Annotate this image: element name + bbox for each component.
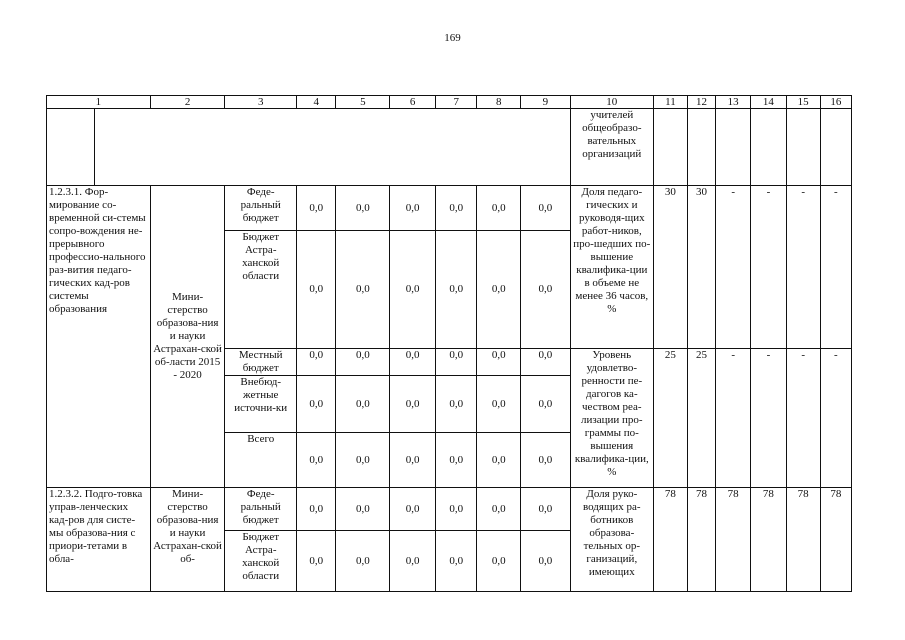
value-cell: 0,0 [336,231,390,349]
target-cell: - [716,349,751,488]
value-cell: 0,0 [336,349,390,376]
page-number: 169 [444,32,461,44]
target-cell: - [820,349,851,488]
empty-cell [820,109,851,186]
value-cell: 0,0 [477,531,521,592]
value-cell: 0,0 [297,433,336,488]
col-header-10: 10 [570,96,653,109]
value-cell: 0,0 [390,433,436,488]
target-cell: 30 [653,186,687,349]
value-cell: 0,0 [297,531,336,592]
source-label: Феде-ральный бюджет [225,186,297,231]
empty-cell [47,109,95,186]
col-header-1: 1 [47,96,151,109]
source-label: Бюджет Астра-ханской области [225,531,297,592]
value-cell: 0,0 [477,349,521,376]
value-cell: 0,0 [336,488,390,531]
col-header-2: 2 [150,96,225,109]
value-cell: 0,0 [477,231,521,349]
target-cell: - [820,186,851,349]
value-cell: 0,0 [477,433,521,488]
source-label: Местный бюджет [225,349,297,376]
value-cell: 0,0 [477,488,521,531]
value-cell: 0,0 [390,376,436,433]
value-cell: 0,0 [297,349,336,376]
indicator-cell: Доля педаго-гических и руководя-щих работ-ников, про-шедших по-вышение квалифика-ции в объеме не менее 36 часов, % [570,186,653,349]
value-cell: 0,0 [336,531,390,592]
target-cell: 30 [688,186,716,349]
value-cell: 0,0 [390,488,436,531]
empty-cell [716,109,751,186]
col-header-4: 4 [297,96,336,109]
value-cell: 0,0 [435,376,476,433]
target-cell: 78 [716,488,751,592]
source-label: Феде-ральный бюджет [225,488,297,531]
value-cell: 0,0 [297,231,336,349]
value-cell: 0,0 [336,186,390,231]
table-row [47,488,852,531]
value-cell: 0,0 [521,376,571,433]
value-cell: 0,0 [477,186,521,231]
target-cell: 25 [653,349,687,488]
indicator-cell: Уровень удовлетво-ренности пе-дагогов ка-чеством реа-лизации про-граммы по-вышения квалифика-ции, % [570,349,653,488]
value-cell: 0,0 [336,376,390,433]
target-cell: 25 [688,349,716,488]
target-cell: 78 [751,488,786,592]
value-cell: 0,0 [297,186,336,231]
header-row [47,96,852,109]
value-cell: 0,0 [521,231,571,349]
empty-cell [94,109,570,186]
value-cell: 0,0 [477,376,521,433]
target-cell: - [786,349,820,488]
value-cell: 0,0 [390,186,436,231]
empty-cell [653,109,687,186]
col-header-11: 11 [653,96,687,109]
executor-cell: Мини-стерство образова-ния и науки Астрахан-ской об-ласти 2015 - 2020 [150,186,225,488]
col-header-14: 14 [751,96,786,109]
target-cell: - [786,186,820,349]
target-cell: - [751,186,786,349]
empty-cell [688,109,716,186]
value-cell: 0,0 [390,231,436,349]
value-cell: 0,0 [521,488,571,531]
col-header-9: 9 [521,96,571,109]
indicator-cell: учителей общеобразо-вательных организаций [570,109,653,186]
value-cell: 0,0 [336,433,390,488]
empty-cell [751,109,786,186]
value-cell: 0,0 [390,531,436,592]
col-header-8: 8 [477,96,521,109]
target-cell: 78 [653,488,687,592]
value-cell: 0,0 [435,433,476,488]
table-row [47,186,852,231]
indicator-cell: Доля руко-водящих ра-ботников образова-тельных ор-ганизаций, имеющих [570,488,653,592]
col-header-15: 15 [786,96,820,109]
value-cell: 0,0 [390,349,436,376]
value-cell: 0,0 [521,433,571,488]
col-header-12: 12 [688,96,716,109]
col-header-5: 5 [336,96,390,109]
executor-cell: Мини-стерство образова-ния и науки Астрахан-ской об- [150,488,225,592]
empty-cell [786,109,820,186]
col-header-7: 7 [435,96,476,109]
value-cell: 0,0 [435,231,476,349]
source-label: Внебюд-жетные источни-ки [225,376,297,433]
target-cell: 78 [786,488,820,592]
measure-cell: 1.2.3.1. Фор-мирование со-временной си-стемы сопро-вождения не-прерывного профессио-нального раз-вития педаго-гических кад-ров системы образования [47,186,151,488]
value-cell: 0,0 [297,488,336,531]
value-cell: 0,0 [435,488,476,531]
value-cell: 0,0 [521,186,571,231]
target-cell: - [751,349,786,488]
continuation-row [47,109,852,186]
value-cell: 0,0 [435,186,476,231]
target-cell: 78 [688,488,716,592]
value-cell: 0,0 [521,531,571,592]
measure-cell: 1.2.3.2. Подго-товка управ-ленческих кад-ров для систе-мы образова-ния с приори-тетами в обла- [47,488,151,592]
col-header-3: 3 [225,96,297,109]
col-header-6: 6 [390,96,436,109]
target-cell: 78 [820,488,851,592]
source-label: Всего [225,433,297,488]
source-label: Бюджет Астра-ханской области [225,231,297,349]
value-cell: 0,0 [297,376,336,433]
col-header-13: 13 [716,96,751,109]
value-cell: 0,0 [521,349,571,376]
target-cell: - [716,186,751,349]
value-cell: 0,0 [435,531,476,592]
program-table [46,95,852,592]
value-cell: 0,0 [435,349,476,376]
col-header-16: 16 [820,96,851,109]
